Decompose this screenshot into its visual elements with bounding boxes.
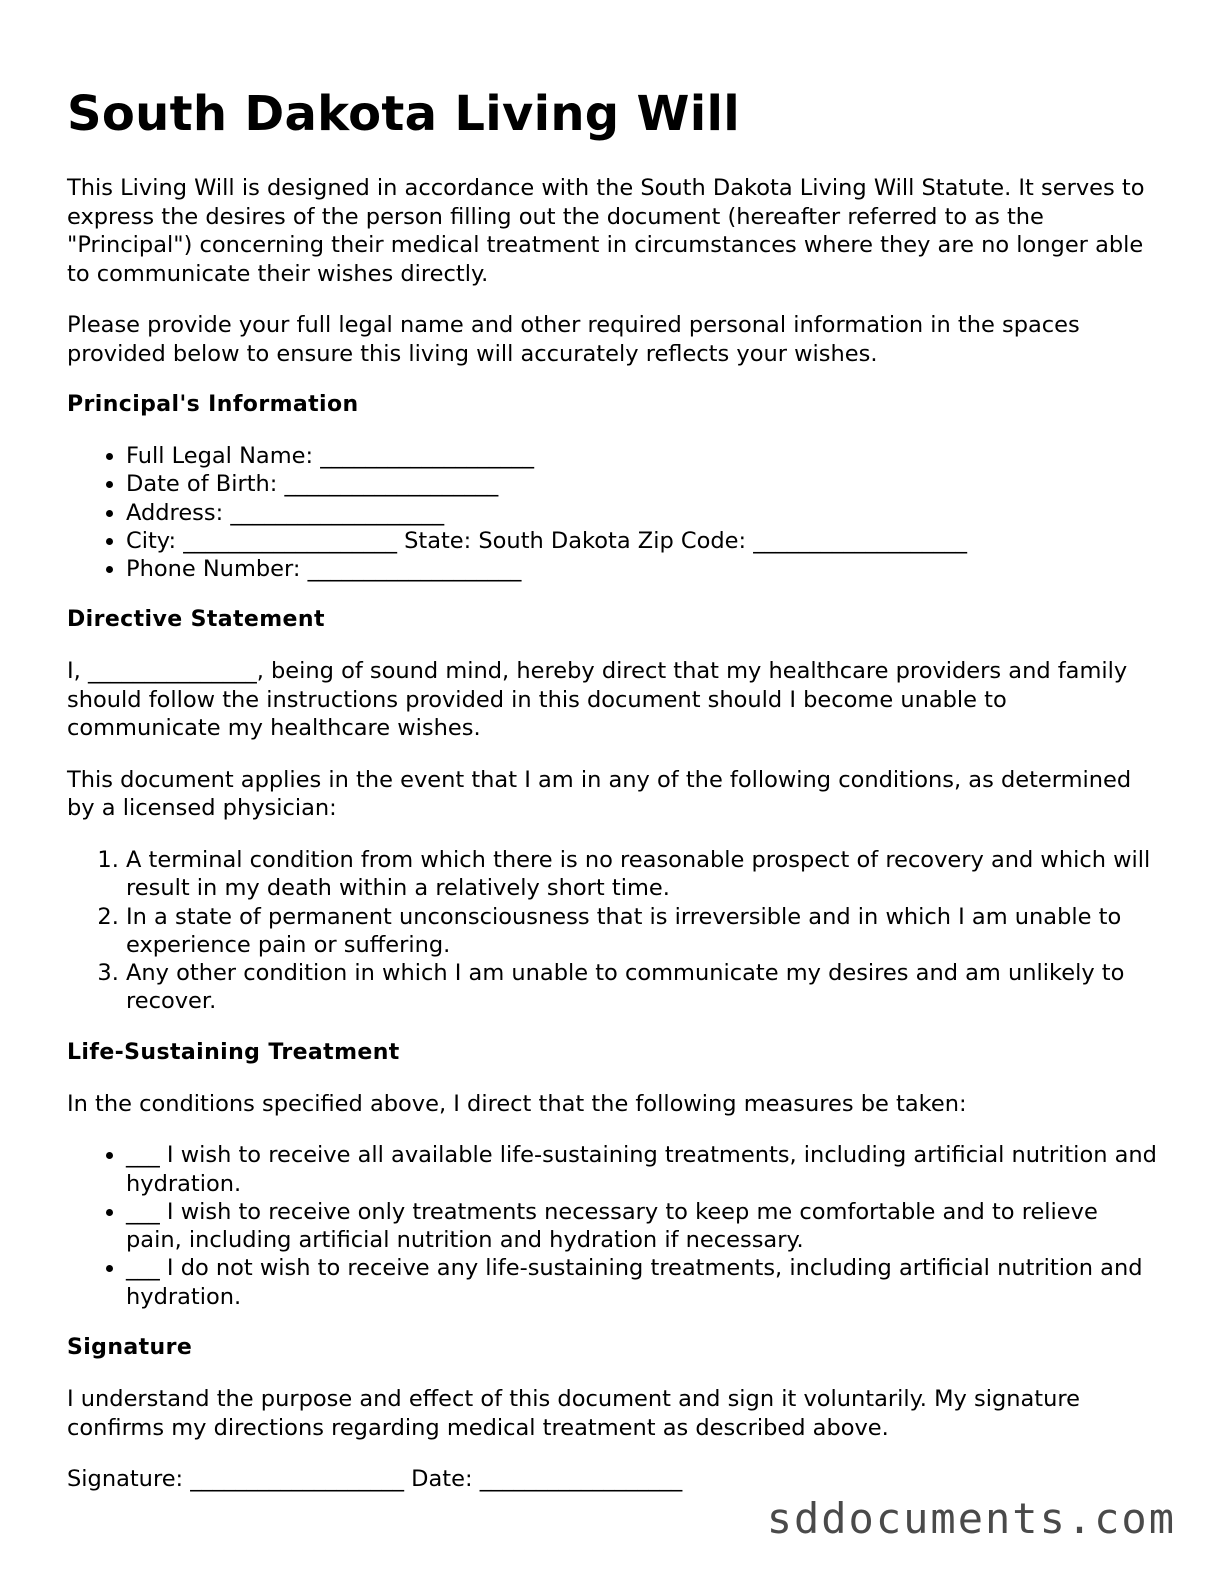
signature-date-line: Signature: ___________________ Date: __________________ — [67, 1466, 683, 1493]
document-title: South Dakota Living Will — [67, 86, 740, 142]
directive-heading: Directive Statement — [67, 607, 325, 633]
treatment-option: • ___ I wish to receive all available life-sustaining treatments, including artificial nutrition and hydration. — [126, 1141, 1157, 1198]
intro-paragraph-2: Please provide your full legal name and other required personal information in the spaces provided below to ensure this living will accurately reflects your wishes. — [67, 312, 1080, 367]
intro-paragraph-1: This Living Will is designed in accordance with the South Dakota Living Will Statute. It serves to express the desires of the person filling out the document (hereafter referred to as the "Principal") concerning their medical treatment in circumstances where they are no longer able to communicate their wishes directly. — [67, 175, 1145, 287]
field-phone-number: • Phone Number: ___________________ — [126, 555, 1157, 583]
treatment-intro: In the conditions specified above, I direct that the following measures be taken: — [67, 1090, 967, 1117]
watermark: sddocuments.com — [766, 1494, 1176, 1543]
field-date-of-birth: • Date of Birth: ___________________ — [126, 470, 1157, 498]
conditions-list — [67, 846, 1157, 1016]
field-full-legal-name: • Full Legal Name: ___________________ — [126, 442, 1157, 470]
principal-info-heading: Principal's Information — [67, 392, 359, 417]
document-page — [67, 84, 1157, 1517]
field-address: • Address: ___________________ — [126, 499, 1157, 527]
directive-statement: I, _______________, being of sound mind, hereby direct that my healthcare providers and family should follow the instructions provided in this document should I become unable to communicate my healthcare wishes. — [67, 658, 1128, 742]
treatment-option: • ___ I do not wish to receive any life-sustaining treatments, including artificial nutrition and hydration. — [126, 1254, 1157, 1311]
field-city-state-zip: • City: ___________________ State: South Dakota Zip Code: ___________________ — [126, 527, 1157, 555]
treatment-options-list — [67, 1141, 1157, 1311]
treatment-heading: Life-Sustaining Treatment — [67, 1039, 400, 1065]
condition-item: 2. In a state of permanent unconsciousness that is irreversible and in which I am unable to experience pain or suffering. — [126, 903, 1157, 960]
treatment-option: • ___ I wish to receive only treatments necessary to keep me comfortable and to relieve pain, including artificial nutrition and hydration if necessary. — [126, 1198, 1157, 1255]
condition-item: 3. Any other condition in which I am unable to communicate my desires and am unlikely to recover. — [126, 959, 1157, 1016]
condition-item: 1. A terminal condition from which there is no reasonable prospect of recovery and which will result in my death within a relatively short time. — [126, 846, 1157, 903]
principal-info-list — [67, 442, 1157, 583]
signature-statement: I understand the purpose and effect of this document and sign it voluntarily. My signature confirms my directions regarding medical treatment as described above. — [67, 1386, 1080, 1441]
signature-heading: Signature — [67, 1335, 193, 1361]
directive-applies: This document applies in the event that I am in any of the following conditions, as determined by a licensed physician: — [67, 766, 1132, 822]
